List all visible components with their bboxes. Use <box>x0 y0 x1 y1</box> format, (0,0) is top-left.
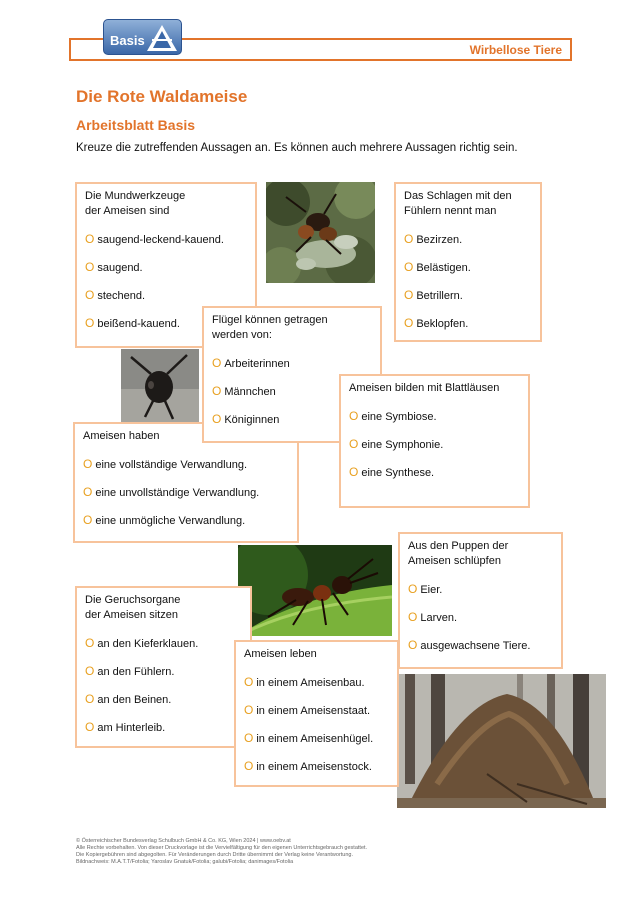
question-line: Ameisen schlüpfen <box>408 555 501 567</box>
question-line: Ameisen haben <box>83 430 160 442</box>
anthill-photo <box>397 674 606 808</box>
section-label: Wirbellose Tiere <box>469 43 562 57</box>
checkbox-circle-icon[interactable]: O <box>244 731 254 745</box>
checkbox-circle-icon[interactable]: O <box>408 610 418 624</box>
checkbox-circle-icon[interactable]: O <box>408 638 418 652</box>
question-line: werden von: <box>212 329 272 341</box>
checkbox-circle-icon[interactable]: O <box>404 288 414 302</box>
answer-option[interactable] <box>85 289 247 303</box>
checkbox-circle-icon[interactable]: O <box>349 409 359 423</box>
question-text <box>408 539 553 569</box>
checkbox-circle-icon[interactable]: O <box>85 288 95 302</box>
checkbox-circle-icon[interactable]: O <box>212 384 222 398</box>
option-label: an den Kieferklauen. <box>97 638 199 650</box>
answer-option[interactable] <box>85 721 242 735</box>
option-label: saugend. <box>97 262 143 274</box>
option-label: Betrillern. <box>416 290 463 302</box>
checkbox-circle-icon[interactable]: O <box>85 720 95 734</box>
checkbox-circle-icon[interactable]: O <box>404 260 414 274</box>
question-box-aphids <box>339 374 530 508</box>
footer-line: Die Kopiergebühren sind abgegolten. Für Veränderungen durch Dritte übernimmt der Verlag keine Verantwortung. <box>76 852 354 858</box>
answer-option[interactable] <box>85 637 242 651</box>
option-label: stechend. <box>97 290 146 302</box>
page-subtitle: Arbeitsblatt Basis <box>76 117 196 133</box>
answer-option[interactable] <box>244 704 389 718</box>
option-label: an den Beinen. <box>97 694 172 706</box>
answer-option[interactable] <box>83 458 289 472</box>
answer-option[interactable] <box>349 466 520 480</box>
question-line: Ameisen bilden mit Blattläusen <box>349 382 500 394</box>
checkbox-circle-icon[interactable]: O <box>244 703 254 717</box>
ant-head-photo <box>121 349 199 422</box>
option-label: in einem Ameisenbau. <box>256 677 365 689</box>
question-line: der Ameisen sind <box>85 205 170 217</box>
question-text <box>349 381 520 396</box>
checkbox-circle-icon[interactable]: O <box>85 692 95 706</box>
option-label: Eier. <box>420 584 443 596</box>
question-box-pupae <box>398 532 563 669</box>
option-label: eine Symbiose. <box>361 411 437 423</box>
answer-option[interactable] <box>83 514 289 528</box>
option-label: eine vollständige Verwandlung. <box>95 459 248 471</box>
checkbox-circle-icon[interactable]: O <box>408 582 418 596</box>
checkbox-circle-icon[interactable]: O <box>85 260 95 274</box>
option-label: in einem Ameisenhügel. <box>256 733 374 745</box>
option-label: Männchen <box>224 386 276 398</box>
option-label: beißend-kauend. <box>97 318 180 330</box>
question-text <box>244 647 389 662</box>
page-title: Die Rote Waldameise <box>76 87 248 106</box>
ant-aphids-photo <box>266 182 375 283</box>
question-box-smell-organs <box>75 586 252 748</box>
footer-line: Bildnachweis: M.A.T.T/Fotolia; Yaroslav Gnatuk/Fotolia; galubi/Fotolia; danimages/Fotolia <box>76 859 294 865</box>
answer-option[interactable] <box>85 665 242 679</box>
checkbox-circle-icon[interactable]: O <box>85 316 95 330</box>
option-label: Belästigen. <box>416 262 471 274</box>
checkbox-circle-icon[interactable]: O <box>404 232 414 246</box>
checkbox-circle-icon[interactable]: O <box>83 457 93 471</box>
question-line: Das Schlagen mit den <box>404 190 512 202</box>
footer-line: © Österreichischer Bundesverlag Schulbuch GmbH & Co. KG, Wien 2024 | www.oebv.at <box>76 838 291 844</box>
instruction-text: Kreuze die zutreffenden Aussagen an. Es können auch mehrere Aussagen richtig sein. <box>76 142 518 154</box>
answer-option[interactable] <box>408 583 553 597</box>
question-line: der Ameisen sitzen <box>85 609 178 621</box>
footer-copyright <box>76 838 367 866</box>
option-label: eine unmögliche Verwandlung. <box>95 515 246 527</box>
option-label: ausgewachsene Tiere. <box>420 640 531 652</box>
option-label: am Hinterleib. <box>97 722 166 734</box>
answer-option[interactable] <box>244 732 389 746</box>
checkbox-circle-icon[interactable]: O <box>83 513 93 527</box>
option-label: Larven. <box>420 612 458 624</box>
question-line: Die Mundwerkzeuge <box>85 190 186 202</box>
checkbox-circle-icon[interactable]: O <box>404 316 414 330</box>
checkbox-circle-icon[interactable]: O <box>349 465 359 479</box>
triangle-logo-icon <box>146 24 178 52</box>
checkbox-circle-icon[interactable]: O <box>85 636 95 650</box>
answer-option[interactable] <box>349 438 520 452</box>
checkbox-circle-icon[interactable]: O <box>349 437 359 451</box>
checkbox-circle-icon[interactable]: O <box>244 675 254 689</box>
checkbox-circle-icon[interactable]: O <box>85 232 95 246</box>
checkbox-circle-icon[interactable]: O <box>83 485 93 499</box>
option-label: eine unvollständige Verwandlung. <box>95 487 260 499</box>
answer-option[interactable] <box>83 486 289 500</box>
question-box-antenna-tapping <box>394 182 542 342</box>
option-label: Bezirzen. <box>416 234 463 246</box>
question-line: Ameisen leben <box>244 648 317 660</box>
answer-option[interactable] <box>212 357 372 371</box>
question-text <box>85 189 247 219</box>
logo-text: Basis <box>110 33 145 48</box>
option-label: saugend-leckend-kauend. <box>97 234 224 246</box>
answer-option[interactable] <box>408 611 553 625</box>
answer-option[interactable] <box>404 261 532 275</box>
basis-logo <box>103 19 182 55</box>
option-label: eine Synthese. <box>361 467 435 479</box>
question-text <box>85 593 242 623</box>
checkbox-circle-icon[interactable]: O <box>244 759 254 773</box>
question-text <box>212 313 372 343</box>
checkbox-circle-icon[interactable]: O <box>212 412 222 426</box>
option-label: Beklopfen. <box>416 318 469 330</box>
answer-option[interactable] <box>349 410 520 424</box>
question-box-habitat <box>234 640 399 787</box>
question-line: Flügel können getragen <box>212 314 328 326</box>
answer-option[interactable] <box>85 233 247 247</box>
answer-option[interactable] <box>244 760 389 774</box>
option-label: Arbeiterinnen <box>224 358 290 370</box>
answer-option[interactable] <box>404 289 532 303</box>
question-line: Die Geruchsorgane <box>85 594 181 606</box>
checkbox-circle-icon[interactable]: O <box>85 664 95 678</box>
answer-option[interactable] <box>408 639 553 653</box>
answer-option[interactable] <box>85 693 242 707</box>
answer-option[interactable] <box>244 676 389 690</box>
footer-line: Alle Rechte vorbehalten. Von dieser Druckvorlage ist die Vervielfältigung für den eigenen Unterrichtsgebrauch gestattet. <box>76 845 368 851</box>
question-line: Fühlern nennt man <box>404 205 497 217</box>
answer-option[interactable] <box>404 317 532 331</box>
answer-option[interactable] <box>404 233 532 247</box>
checkbox-circle-icon[interactable]: O <box>212 356 222 370</box>
option-label: in einem Ameisenstaat. <box>256 705 371 717</box>
question-text <box>404 189 532 219</box>
answer-option[interactable] <box>85 261 247 275</box>
option-label: an den Fühlern. <box>97 666 175 678</box>
question-line: Aus den Puppen der <box>408 540 509 552</box>
option-label: eine Symphonie. <box>361 439 444 451</box>
option-label: in einem Ameisenstock. <box>256 761 372 773</box>
ant-leaf-photo <box>238 545 392 636</box>
option-label: Königinnen <box>224 414 280 426</box>
